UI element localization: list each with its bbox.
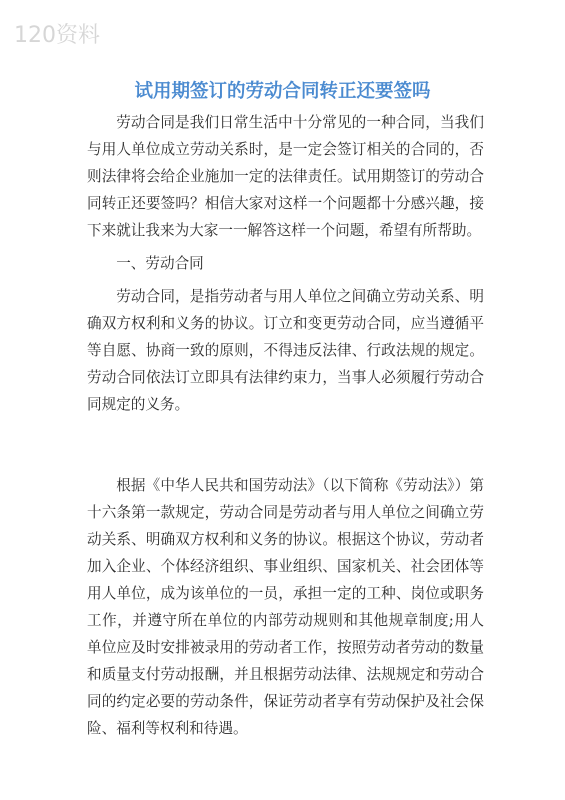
watermark-text: 120资料 [14, 23, 100, 48]
intro-paragraph: 劳动合同是我们日常生活中十分常见的一种合同，当我们与用人单位成立劳动关系时，是一定会签订相关的合同的，否则法律将会给企业施加一定的法律责任。试用期签订的劳动合同转正还要签吗？相信大家对这样一个问题都十分感兴趣，接下来就让我来为大家一一解答这样一个问题，希望有所帮助。 [87, 114, 484, 239]
document-body [87, 109, 484, 742]
document-title: 试用期签订的劳动合同转正还要签吗 [134, 81, 431, 102]
section-heading: 一、劳动合同 [116, 255, 204, 272]
law-paragraph: 根据《中华人民共和国劳动法》（以下简称《劳动法》）第十六条第一款规定，劳动合同是劳动者与用人单位之间确立劳动关系、明确双方权利和义务的协议。根据这个协议，劳动者加入企业、个体经济组织、事业组织、国家机关、社会团体等用人单位，成为该单位的一员，承担一定的工种、岗位或职务工作，并遵守所在单位的内部劳动规则和其他规章制度;用人单位应及时安排被录用的劳动者工作，按照劳动者劳动的数量和质量支付劳动报酬，并且根据劳动法律、法规规定和劳动合同的约定必要的劳动条件，保证劳动者享有劳动保护及社会保险、福利等权利和待遇。 [87, 477, 484, 737]
paragraph-spacer [87, 418, 484, 472]
definition-paragraph: 劳动合同，是指劳动者与用人单位之间确立劳动关系、明确双方权利和义务的协议。订立和变更劳动合同，应当遵循平等自愿、协商一致的原则，不得违反法律、行政法规的规定。劳动合同依法订立即具有法律约束力，当事人必须履行劳动合同规定的义务。 [87, 288, 484, 413]
